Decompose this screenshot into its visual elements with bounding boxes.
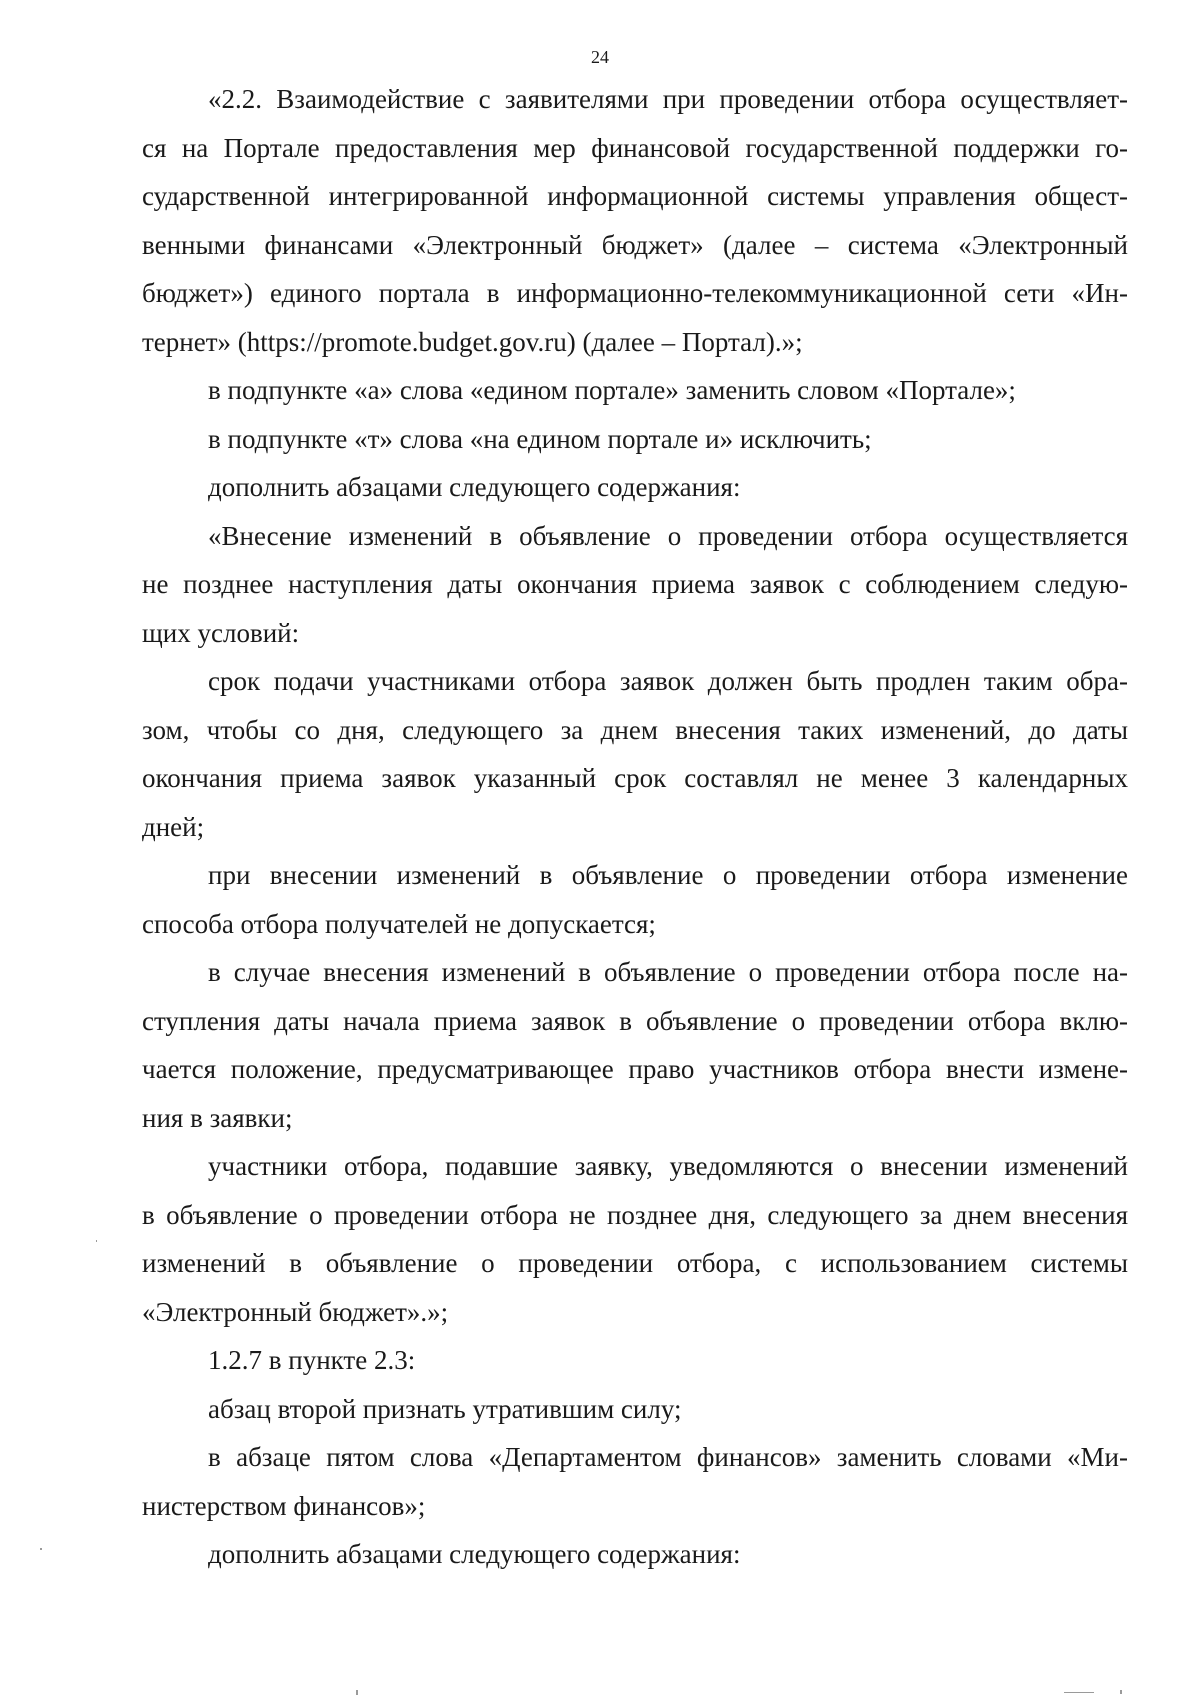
text-line: не позднее наступления даты окончания приема заявок с соблюдением следую-: [142, 569, 1128, 599]
scan-artifact: [40, 1548, 42, 1550]
text-line: ступления даты начала приема заявок в объявление о проведении отбора вклю-: [142, 1005, 1128, 1036]
document-body: [142, 75, 1128, 1579]
text-line: способа отбора получателей не допускается;: [142, 908, 656, 939]
text-line: в случае внесения изменений в объявление о проведении отбора после на-: [208, 957, 1128, 987]
paragraph: [142, 1142, 1128, 1336]
text-line: дней;: [142, 811, 205, 842]
paragraph: [142, 1336, 1128, 1385]
text-line: дополнить абзацами следующего содержания:: [208, 1539, 741, 1569]
text-line: изменений в объявление о проведении отбора, с использованием системы: [142, 1248, 1128, 1278]
paragraph: [142, 657, 1128, 851]
paragraph: [142, 1530, 1128, 1579]
text-line: срок подачи участниками отбора заявок должен быть продлен таким обра-: [208, 666, 1128, 696]
paragraph: [142, 851, 1128, 948]
paragraph: [142, 1433, 1128, 1530]
paragraph: [142, 366, 1128, 415]
paragraph: [142, 512, 1128, 658]
text-line: сударственной интегрированной информационной системы управления общест-: [142, 181, 1128, 211]
text-line: щих условий:: [142, 617, 300, 648]
text-line: ния в заявки;: [142, 1102, 293, 1133]
text-line: бюджет») единого портала в информационно-телекоммуникационной сети «Ин-: [142, 278, 1128, 308]
text-line: абзац второй признать утратившим силу;: [208, 1393, 682, 1424]
scan-artifact: [1064, 1692, 1094, 1693]
text-line: зом, чтобы со дня, следующего за днем внесения таких изменений, до даты: [142, 714, 1128, 745]
page-number: 24: [591, 47, 609, 67]
text-line: тернет» (https://promote.budget.gov.ru) (далее – Портал).»;: [142, 326, 803, 357]
text-line: дополнить абзацами следующего содержания:: [208, 472, 741, 502]
text-line: окончания приема заявок указанный срок составлял не менее 3 календарных: [142, 763, 1128, 793]
text-line: 1.2.7 в пункте 2.3:: [208, 1345, 416, 1375]
text-line: «Электронный бюджет».»;: [142, 1296, 449, 1327]
text-line: «2.2. Взаимодействие с заявителями при проведении отбора осуществляет-: [208, 84, 1128, 114]
text-line: ся на Портале предоставления мер финансовой государственной поддержки го-: [142, 132, 1128, 163]
paragraph: [142, 1385, 1128, 1434]
text-line: в абзаце пятом слова «Департаментом финансов» заменить словами «Ми-: [208, 1442, 1128, 1472]
text-line: в объявление о проведении отбора не позднее дня, следующего за днем внесения: [142, 1199, 1128, 1230]
text-line: при внесении изменений в объявление о проведении отбора изменение: [208, 860, 1128, 890]
scan-artifact: [356, 1690, 358, 1695]
scan-artifact: [96, 1240, 97, 1242]
paragraph: [142, 75, 1128, 366]
text-line: «Внесение изменений в объявление о проведении отбора осуществляется: [208, 520, 1128, 551]
paragraph: [142, 463, 1128, 512]
text-line: нистерством финансов»;: [142, 1490, 426, 1521]
text-line: венными финансами «Электронный бюджет» (далее – система «Электронный: [142, 229, 1128, 260]
text-line: в подпункте «а» слова «едином портале» заменить словом «Портале»;: [208, 375, 1016, 405]
text-line: чается положение, предусматривающее право участников отбора внести измене-: [142, 1054, 1128, 1084]
text-line: участники отбора, подавшие заявку, уведомляются о внесении изменений: [208, 1151, 1128, 1181]
scan-artifact: [1120, 1690, 1122, 1694]
paragraph: [142, 948, 1128, 1142]
paragraph: [142, 415, 1128, 464]
text-line: в подпункте «т» слова «на едином портале и» исключить;: [208, 423, 872, 454]
